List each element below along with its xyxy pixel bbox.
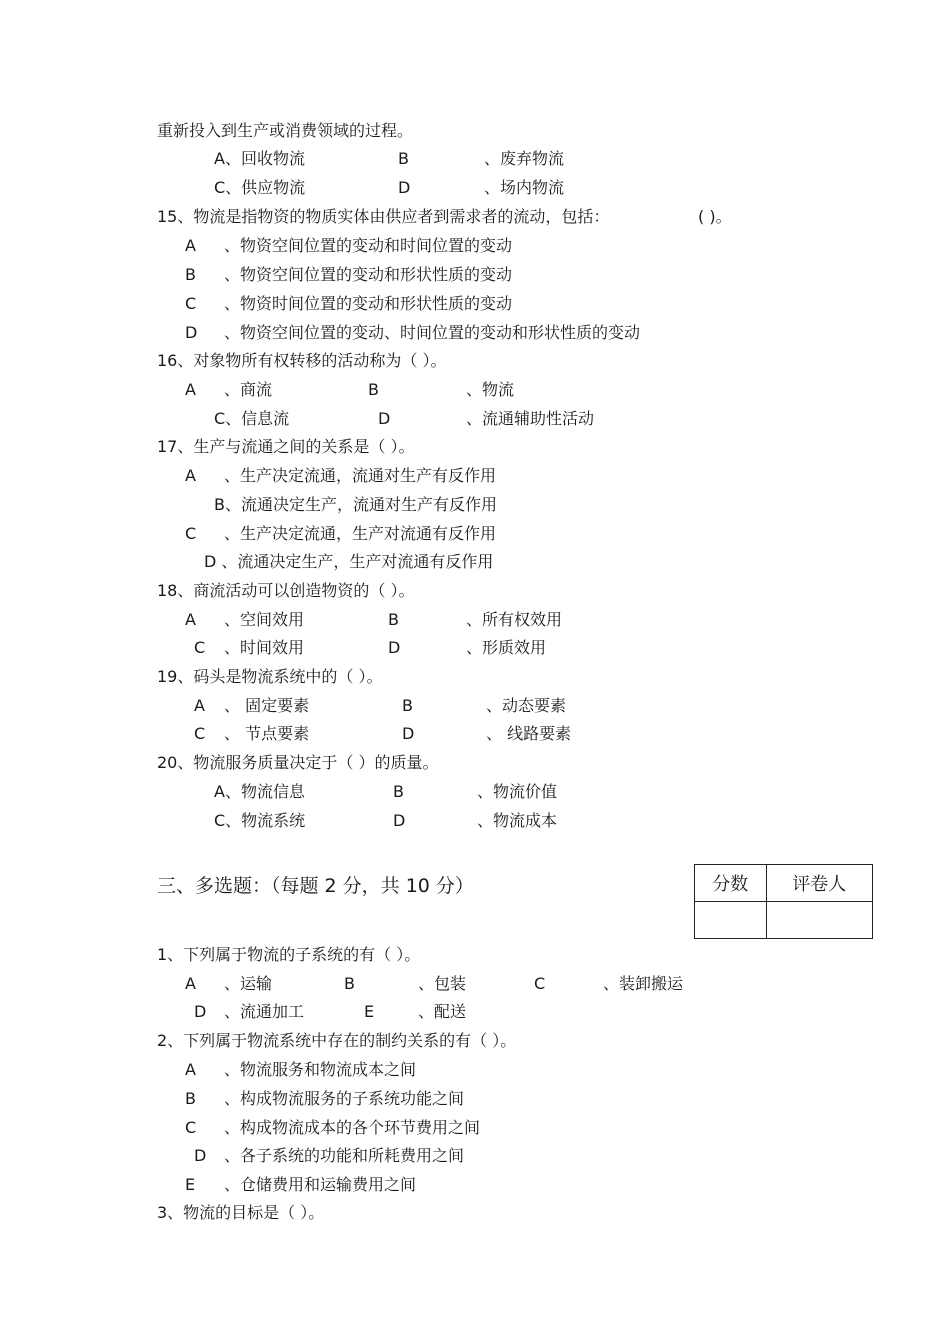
text-line: 16、对象物所有权转移的活动称为（ ）。 bbox=[157, 351, 447, 370]
text-line: 、动态要素 bbox=[486, 696, 567, 715]
score-cell bbox=[695, 902, 767, 939]
text-line: B、流通决定生产，流通对生产有反作用 bbox=[214, 495, 497, 514]
text-line: 、物资空间位置的变动、时间位置的变动和形状性质的变动 bbox=[224, 323, 641, 342]
text-line: A bbox=[185, 380, 196, 399]
text-line: D bbox=[398, 178, 411, 197]
score-header: 分数 bbox=[695, 865, 767, 902]
text-line: 、物流 bbox=[466, 380, 515, 399]
text-line: 3、物流的目标是（ ）。 bbox=[157, 1203, 325, 1222]
text-line: C、物流系统 bbox=[214, 811, 306, 830]
text-line: B bbox=[398, 149, 409, 168]
text-line: C bbox=[194, 638, 206, 657]
text-line: B bbox=[402, 696, 413, 715]
text-line: D bbox=[378, 409, 391, 428]
text-line: C、供应物流 bbox=[214, 178, 306, 197]
text-line: 2、下列属于物流系统中存在的制约关系的有（ ）。 bbox=[157, 1031, 517, 1050]
text-line: D bbox=[402, 724, 415, 743]
text-line: 18、商流活动可以创造物资的（ ）。 bbox=[157, 581, 415, 600]
text-line: 三、多选题：（每题 2 分，共 10 分） bbox=[157, 875, 474, 897]
text-line: 、物流价值 bbox=[477, 782, 558, 801]
text-line: A bbox=[185, 610, 196, 629]
text-line: A bbox=[185, 1060, 196, 1079]
text-line: C、信息流 bbox=[214, 409, 290, 428]
text-line: 、流通加工 bbox=[224, 1002, 305, 1021]
text-line: 、构成物流服务的子系统功能之间 bbox=[224, 1089, 465, 1108]
text-line: 、 线路要素 bbox=[486, 724, 572, 743]
score-table bbox=[694, 864, 873, 939]
text-line: 、配送 bbox=[418, 1002, 467, 1021]
text-line: 17、生产与流通之间的关系是（ ）。 bbox=[157, 437, 415, 456]
text-line: D 、流通决定生产，生产对流通有反作用 bbox=[204, 552, 494, 571]
text-line: D bbox=[194, 1002, 207, 1021]
grader-header: 评卷人 bbox=[766, 865, 872, 902]
text-line: B bbox=[368, 380, 379, 399]
text-line: ( )。 bbox=[698, 207, 732, 226]
text-line: E bbox=[185, 1175, 196, 1194]
text-line: 、构成物流成本的各个环节费用之间 bbox=[224, 1118, 481, 1137]
text-line: E bbox=[364, 1002, 375, 1021]
text-line: 、物资时间位置的变动和形状性质的变动 bbox=[224, 294, 513, 313]
text-line: A bbox=[185, 236, 196, 255]
text-line: 、包装 bbox=[418, 974, 467, 993]
text-line: C bbox=[194, 724, 206, 743]
text-line: A bbox=[185, 974, 196, 993]
text-line: 15、物流是指物资的物质实体由供应者到需求者的流动，包括： bbox=[157, 207, 610, 226]
text-line: 、物流服务和物流成本之间 bbox=[224, 1060, 417, 1079]
text-line: 、 固定要素 bbox=[224, 696, 310, 715]
text-line: 20、物流服务质量决定于（ ）的质量。 bbox=[157, 753, 439, 772]
text-line: D bbox=[185, 323, 198, 342]
text-line: 、装卸搬运 bbox=[603, 974, 684, 993]
text-line: 、生产决定流通，生产对流通有反作用 bbox=[224, 524, 497, 543]
text-line: A、物流信息 bbox=[214, 782, 305, 801]
text-line: C bbox=[185, 524, 197, 543]
text-line: C bbox=[534, 974, 546, 993]
text-line: 、时间效用 bbox=[224, 638, 305, 657]
text-line: 、生产决定流通，流通对生产有反作用 bbox=[224, 466, 497, 485]
text-line: 、所有权效用 bbox=[466, 610, 563, 629]
text-line: D bbox=[388, 638, 401, 657]
text-line: 、废弃物流 bbox=[484, 149, 565, 168]
grader-cell bbox=[766, 902, 872, 939]
text-line: 、场内物流 bbox=[484, 178, 565, 197]
text-line: B bbox=[393, 782, 404, 801]
text-line: A bbox=[194, 696, 205, 715]
text-line: D bbox=[194, 1146, 207, 1165]
text-line: C bbox=[185, 294, 197, 313]
text-line: 1、下列属于物流的子系统的有（ ）。 bbox=[157, 945, 421, 964]
text-line: B bbox=[388, 610, 399, 629]
text-line: 、运输 bbox=[224, 974, 273, 993]
text-line: B bbox=[185, 1089, 196, 1108]
text-line: B bbox=[185, 265, 196, 284]
text-line: 、物流成本 bbox=[477, 811, 558, 830]
text-line: 、流通辅助性活动 bbox=[466, 409, 595, 428]
text-line: D bbox=[393, 811, 406, 830]
text-line: 、物资空间位置的变动和形状性质的变动 bbox=[224, 265, 513, 284]
text-line: 、仓储费用和运输费用之间 bbox=[224, 1175, 417, 1194]
text-line: 19、码头是物流系统中的（ ）。 bbox=[157, 667, 383, 686]
text-line: 重新投入到生产或消费领域的过程。 bbox=[157, 121, 414, 140]
text-line: C bbox=[185, 1118, 197, 1137]
text-line: 、形质效用 bbox=[466, 638, 547, 657]
text-line: 、 节点要素 bbox=[224, 724, 310, 743]
text-line: 、物资空间位置的变动和时间位置的变动 bbox=[224, 236, 513, 255]
text-line: 、商流 bbox=[224, 380, 273, 399]
text-line: A bbox=[185, 466, 196, 485]
text-line: 、空间效用 bbox=[224, 610, 305, 629]
text-line: B bbox=[344, 974, 355, 993]
text-line: 、各子系统的功能和所耗费用之间 bbox=[224, 1146, 465, 1165]
text-line: A、回收物流 bbox=[214, 149, 305, 168]
